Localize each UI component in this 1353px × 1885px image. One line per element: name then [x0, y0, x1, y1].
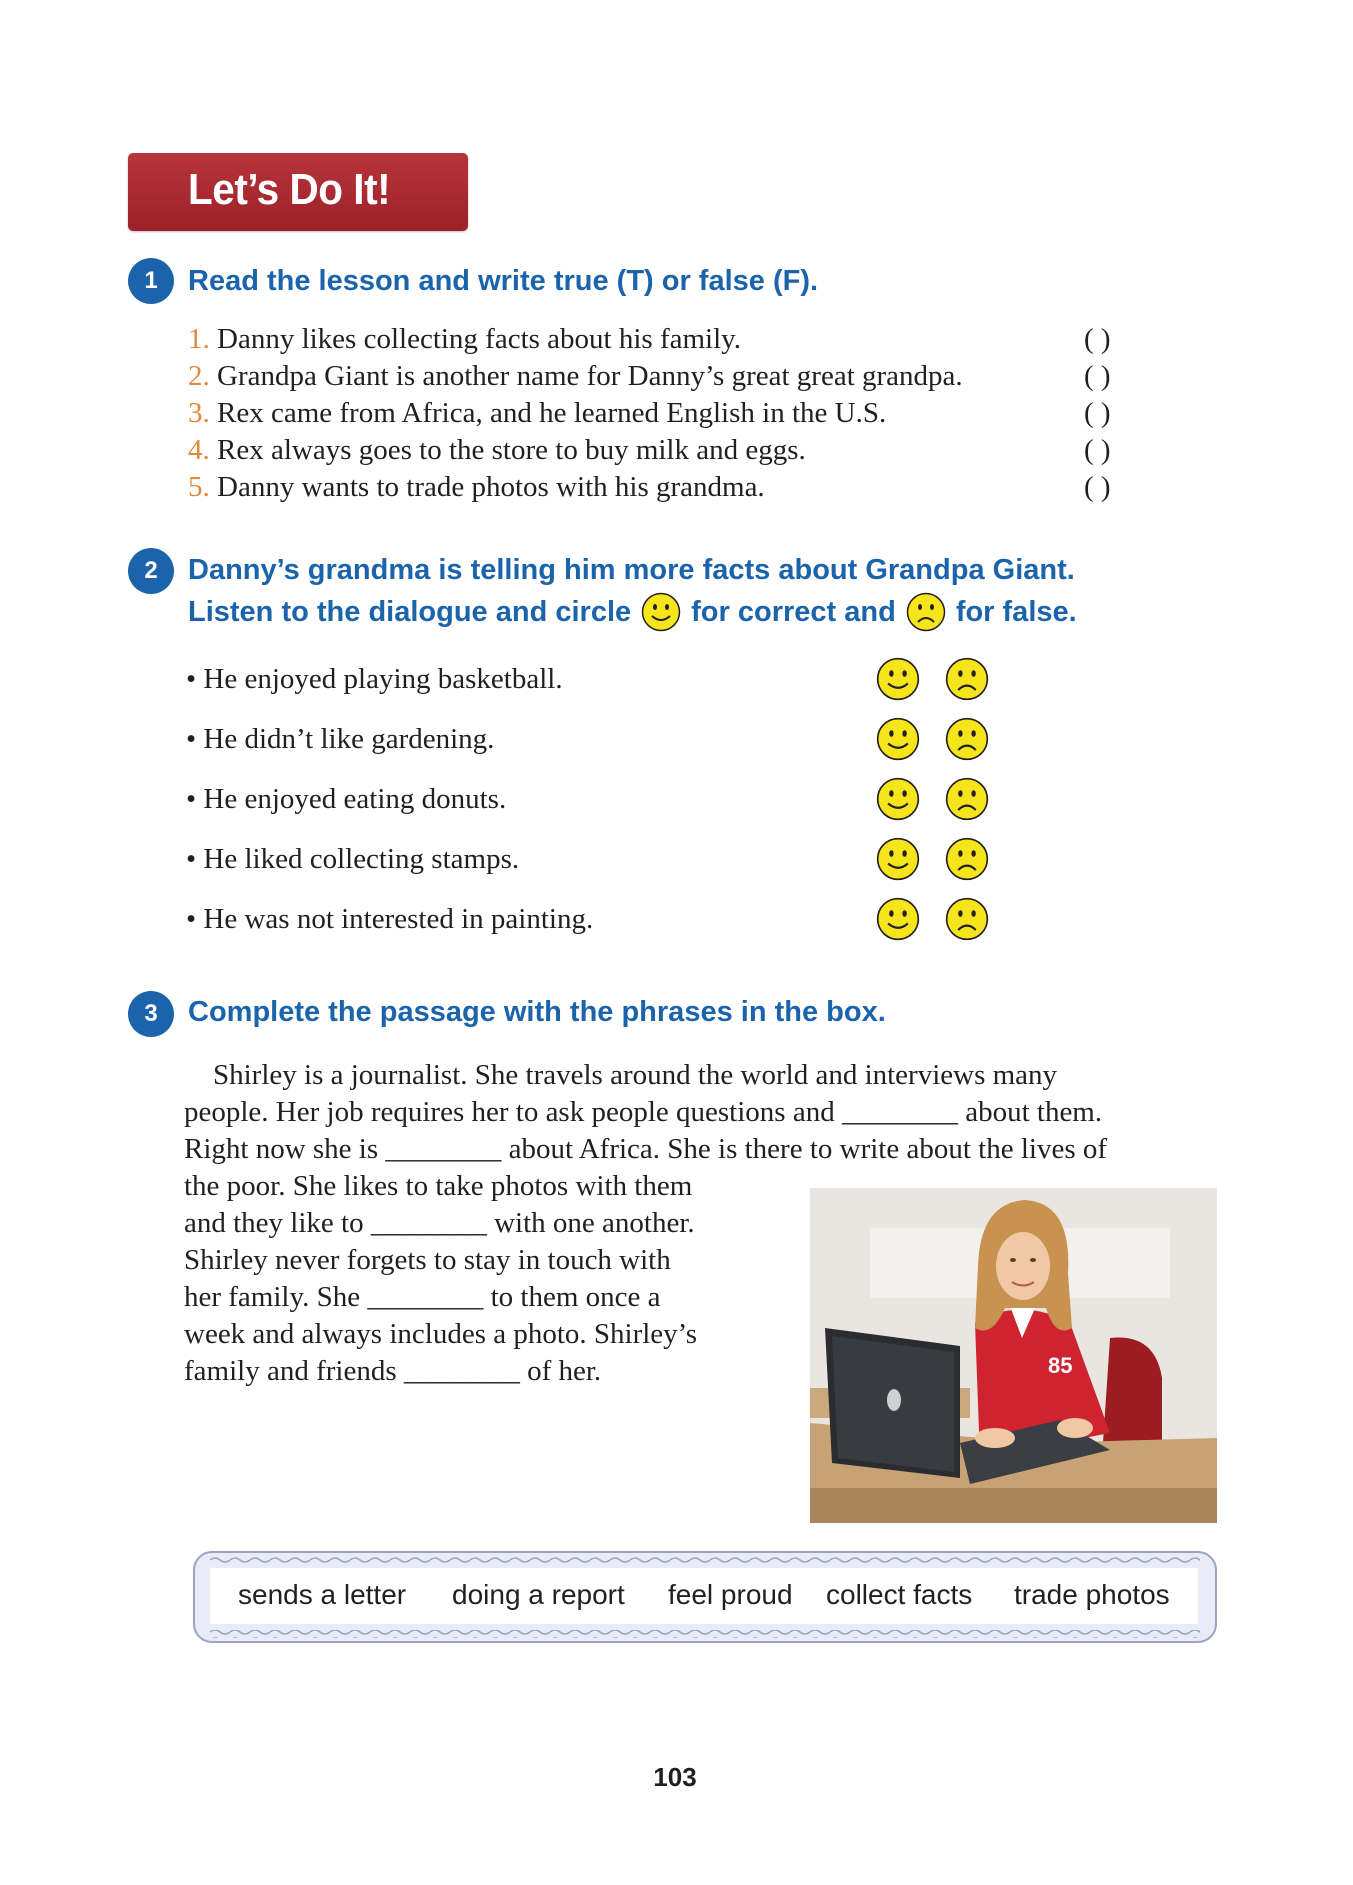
tf-item-number: 3.	[188, 397, 210, 429]
phrase-feel-proud: feel proud	[668, 1579, 793, 1610]
tf-item-text: Danny likes collecting facts about his family.	[217, 323, 742, 355]
section-3-heading: Complete the passage with the phrases in the box.	[188, 996, 886, 1028]
passage-line: people. Her job requires her to ask people questions and ________ about them.	[184, 1096, 1103, 1128]
phrase-trade-photos: trade photos	[1014, 1579, 1170, 1610]
sad-face-icon	[906, 592, 946, 632]
tf-item	[188, 468, 1148, 506]
phrase-box	[190, 1548, 1220, 1648]
tf-item-text: Rex always goes to the store to buy milk and eggs.	[217, 434, 806, 466]
answer-blank[interactable]: ( )	[1084, 471, 1111, 503]
tf-item-number: 5.	[188, 471, 210, 503]
passage-line: the poor. She likes to take photos with them	[184, 1170, 693, 1202]
tf-item	[188, 431, 1148, 469]
happy-face-icon[interactable]	[876, 717, 920, 761]
passage-line: Right now she is ________ about Africa. She is there to write about the lives of	[184, 1133, 1108, 1165]
statement-text: • He liked collecting stamps.	[186, 843, 520, 875]
heading-text: for false.	[955, 596, 1077, 628]
sad-face-icon[interactable]	[945, 717, 989, 761]
tf-item-number: 1.	[188, 323, 210, 355]
statement-text: • He enjoyed playing basketball.	[186, 663, 563, 695]
passage-line: week and always includes a photo. Shirley’s	[184, 1318, 698, 1350]
statement-text: • He enjoyed eating donuts.	[186, 783, 507, 815]
happy-face-icon[interactable]	[876, 837, 920, 881]
statement-row	[186, 897, 593, 941]
heading-text: Listen to the dialogue and circle	[188, 596, 632, 628]
section-2-heading-line1: Danny’s grandma is telling him more facts about Grandpa Giant.	[188, 554, 1075, 586]
statement-row	[186, 777, 506, 821]
svg-text:85: 85	[1048, 1353, 1073, 1378]
answer-blank[interactable]: ( )	[1084, 323, 1111, 355]
tf-item	[188, 394, 1148, 432]
sad-face-icon[interactable]	[945, 837, 989, 881]
tf-item-text: Danny wants to trade photos with his grandma.	[217, 471, 765, 503]
phrase-doing-a-report: doing a report	[452, 1579, 625, 1610]
sad-face-icon[interactable]	[945, 897, 989, 941]
tf-item	[188, 357, 1148, 395]
section-3-badge: 3	[128, 991, 174, 1037]
section-1-badge: 1	[128, 258, 174, 304]
statement-text: • He was not interested in painting.	[186, 903, 594, 935]
statement-row	[186, 717, 494, 761]
section-2-heading-line2	[188, 591, 1077, 633]
statement-row	[186, 837, 519, 881]
happy-face-icon[interactable]	[876, 897, 920, 941]
sad-face-icon[interactable]	[945, 657, 989, 701]
happy-face-icon[interactable]	[876, 657, 920, 701]
heading-text: for correct and	[691, 596, 896, 628]
section-2-badge: 2	[128, 548, 174, 594]
statement-text: • He didn’t like gardening.	[186, 723, 495, 755]
lets-do-it-banner	[128, 153, 468, 231]
passage-line: Shirley is a journalist. She travels around the world and interviews many	[184, 1059, 1058, 1091]
tf-item-text: Grandpa Giant is another name for Danny’s great great grandpa.	[217, 360, 963, 392]
happy-face-icon	[641, 592, 681, 632]
page-number: 103	[653, 1762, 697, 1792]
sad-face-icon[interactable]	[945, 777, 989, 821]
tf-item-number: 2.	[188, 360, 210, 392]
section-1-heading: Read the lesson and write true (T) or false (F).	[188, 265, 819, 297]
phrase-collect-facts: collect facts	[826, 1579, 973, 1610]
passage-line: her family. She ________ to them once a	[184, 1281, 661, 1313]
tf-item-text: Rex came from Africa, and he learned English in the U.S.	[217, 397, 887, 429]
statement-row	[186, 657, 563, 701]
tf-item-number: 4.	[188, 434, 210, 466]
phrase-sends-a-letter: sends a letter	[238, 1579, 407, 1610]
tf-item	[188, 320, 1148, 358]
happy-face-icon[interactable]	[876, 777, 920, 821]
journalist-photo	[810, 1188, 1217, 1523]
banner-title: Let’s Do It!	[188, 165, 391, 214]
passage-line: Shirley never forgets to stay in touch with	[184, 1244, 671, 1276]
answer-blank[interactable]: ( )	[1084, 360, 1111, 392]
passage-line: family and friends ________ of her.	[184, 1355, 602, 1387]
answer-blank[interactable]: ( )	[1084, 397, 1111, 429]
answer-blank[interactable]: ( )	[1084, 434, 1111, 466]
passage-line: and they like to ________ with one another.	[184, 1207, 695, 1239]
